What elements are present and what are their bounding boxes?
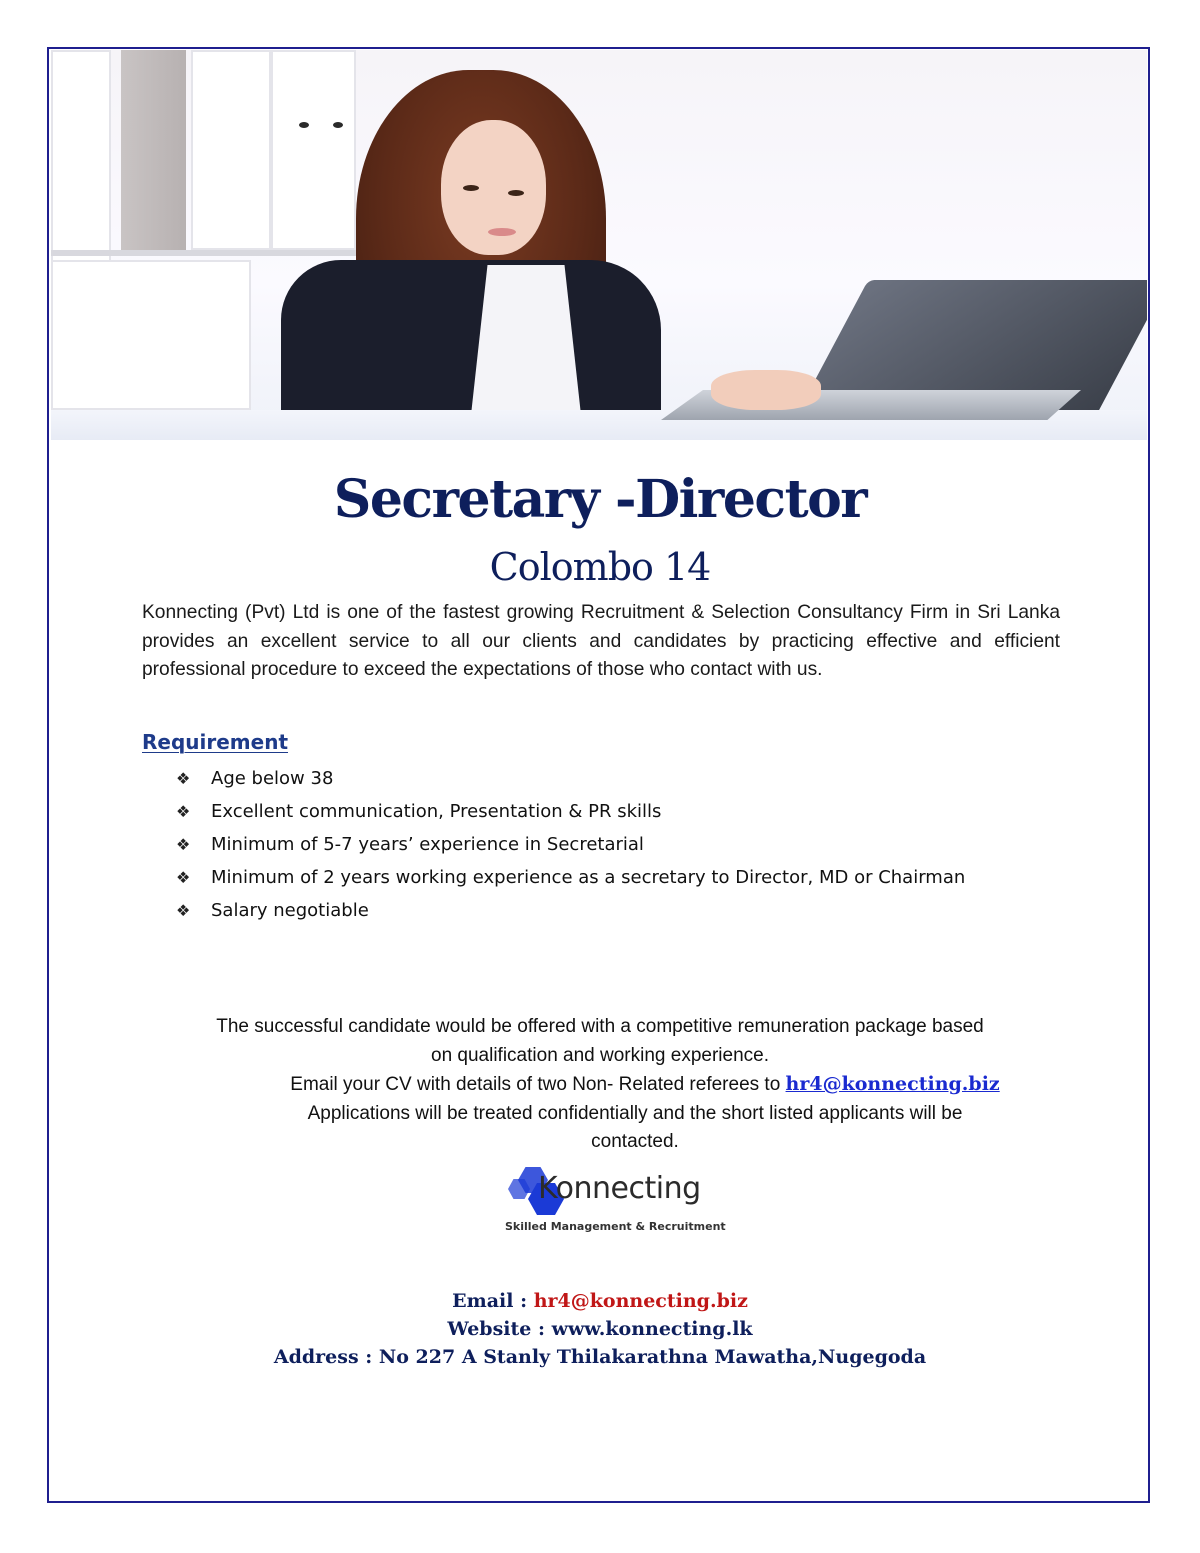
binder-hole [299, 122, 309, 128]
company-intro: Konnecting (Pvt) Ltd is one of the fastest growing Recruitment & Selection Consultancy Firm in Sri Lanka provides an excellent service to all our clients and candidates by practicing effective and efficient professional procedure to exceed the expectations of those who contact with us. [142, 602, 1060, 680]
closing-line: on qualification and working experience. [431, 1044, 769, 1066]
website-label: Website : [447, 1318, 552, 1340]
requirement-text: Age below 38 [211, 768, 334, 789]
address-value: No 227 A Stanly Thilakarathna Mawatha,Nugegoda [378, 1346, 927, 1368]
diamond-bullet-icon: ❖ [176, 802, 191, 821]
requirement-item [176, 833, 996, 857]
requirement-heading: Requirement [142, 730, 289, 754]
email-link[interactable]: hr4@konnecting.biz [785, 1073, 1000, 1095]
contact-address-row [0, 1343, 1200, 1371]
contact-website-row [0, 1315, 1200, 1343]
closing-line: contacted. [591, 1131, 679, 1152]
requirement-text: Minimum of 5-7 years’ experience in Secretarial [211, 834, 644, 855]
hero-photo [51, 50, 1147, 440]
binder [121, 50, 186, 250]
email-cv-text: Email your CV with details of two Non- Related referees to [290, 1074, 786, 1095]
email-label: Email : [452, 1290, 534, 1312]
shelf-unit [271, 50, 356, 250]
requirement-text: Salary negotiable [211, 900, 369, 921]
requirement-item [176, 767, 996, 791]
diamond-bullet-icon: ❖ [176, 835, 191, 854]
diamond-bullet-icon: ❖ [176, 901, 191, 920]
requirement-item [176, 899, 996, 923]
shelf-unit [191, 50, 271, 250]
closing-paragraph [0, 1013, 1200, 1157]
shelf-divider [51, 250, 381, 256]
diamond-bullet-icon: ❖ [176, 769, 191, 788]
binder-hole [333, 122, 343, 128]
requirement-text: Minimum of 2 years working experience as a secretary to Director, MD or Chairman [211, 867, 966, 888]
eye [508, 190, 524, 196]
closing-line: The successful candidate would be offered with a competitive remuneration package based [216, 1016, 984, 1037]
requirement-text: Excellent communication, Presentation & PR skills [211, 801, 662, 822]
konnecting-logo [500, 1165, 750, 1245]
job-title: Secretary -Director [333, 469, 867, 530]
email-cv-line [0, 1070, 1200, 1100]
jacket [281, 260, 661, 425]
email-value[interactable]: hr4@konnecting.biz [533, 1290, 748, 1312]
diamond-bullet-icon: ❖ [176, 868, 191, 887]
requirement-item [176, 866, 971, 890]
requirement-item [176, 800, 996, 824]
address-label: Address : [273, 1346, 379, 1368]
job-location: Colombo 14 [489, 545, 711, 589]
contact-email-row [0, 1287, 1200, 1315]
contact-block [0, 1287, 1200, 1371]
logo-tagline: Skilled Management & Recruitment [505, 1220, 726, 1233]
website-value[interactable]: www.konnecting.lk [551, 1318, 753, 1340]
shelf-unit [51, 260, 251, 410]
hands [711, 370, 821, 410]
requirement-list [176, 767, 996, 932]
eye [463, 185, 479, 191]
lips [488, 228, 516, 236]
closing-line: Applications will be treated confidentially and the short listed applicants will be [307, 1102, 963, 1124]
shirt [471, 265, 581, 415]
logo-wordmark: Konnecting [538, 1171, 701, 1206]
